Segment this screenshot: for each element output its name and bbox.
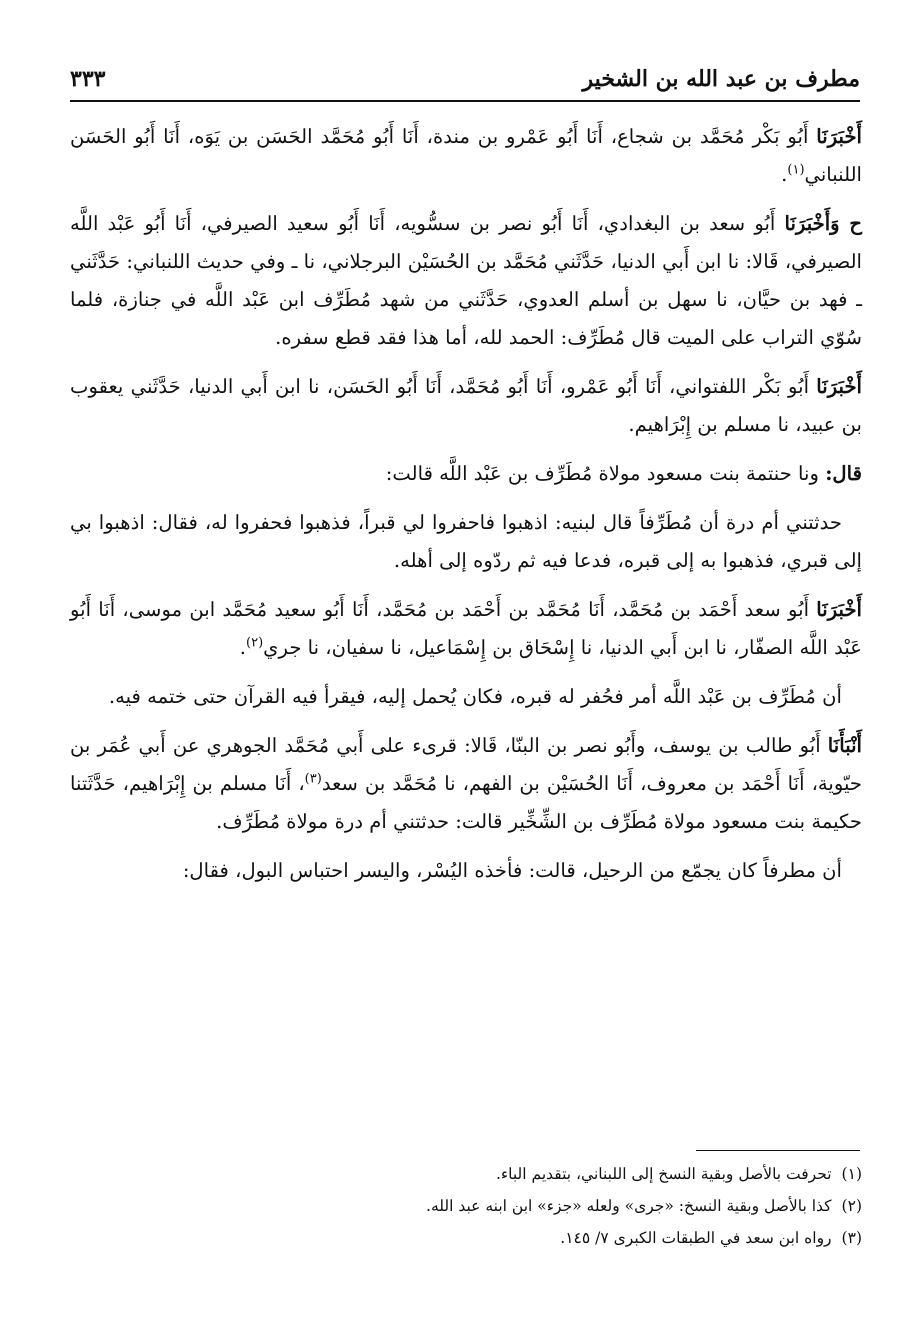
paragraph-tail: ، أَنَا مسلم بن إِبْرَاهيم، حَدَّثَتنا حكيمة بنت مسعود مولاة مُطَرِّف بن الشِّخِّير قالت: حدثتني أم درة مولاة مُطَرِّف.	[70, 772, 862, 833]
paragraph	[70, 205, 862, 357]
paragraph	[70, 118, 862, 194]
isnad-keyword: أَخْبَرَنَا	[816, 375, 862, 398]
paragraph-text: أن مطرفاً كان يجمّع من الرحيل، قالت: فأخذه اليُسْر، واليسر احتباس البول، فقال:	[182, 859, 842, 882]
paragraph	[70, 591, 862, 667]
paragraph-text: أَبُو بَكْر اللفتواني، أَنَا أَبُو عَمْرو، أَنَا أَبُو مُحَمَّد، أَنَا أَبُو الحَسَن، نا ابن أَبي الدنيا، حَدَّثَني يعقوب بن عبيد، نا مسلم بن إِبْرَاهيم.	[70, 375, 862, 436]
paragraph	[70, 852, 862, 890]
isnad-keyword: أَنْبَأَنَا	[827, 734, 862, 757]
paragraph-text: أن مُطَرِّف بن عَبْد اللَّه أمر فحُفر له قبره، فكان يُحمل إليه، فيقرأ فيه القرآن حتى ختمه فيه.	[108, 685, 842, 708]
footnote-text: رواه ابن سعد في الطبقات الكبرى ٧/ ١٤٥.	[560, 1229, 832, 1247]
footnote-ref: (٣)	[304, 771, 322, 787]
footnote-text: تحرفت بالأصل وبقية النسخ إلى اللبناني، بتقديم الباء.	[495, 1165, 832, 1183]
paragraph-text: أَبُو بَكْر مُحَمَّد بن شجاع، أَنَا أَبُو عَمْرو بن مندة، أَنَا أَبُو مُحَمَّد الحَسَن بن يَوَه، أَنَا أَبُو الحَسَن اللنباني	[70, 125, 862, 186]
paragraph-tail: .	[239, 636, 247, 659]
isnad-keyword: قال:	[825, 462, 862, 485]
footnote	[70, 1158, 862, 1190]
footnotes	[70, 1158, 862, 1254]
paragraph	[70, 678, 862, 716]
running-title: مطرف بن عبد الله بن الشخير	[582, 66, 860, 92]
paragraph-text: أَبُو سعد بن البغدادي، أَنَا أَبُو نصر بن سسُّويه، أَنَا أَبُو سعيد الصيرفي، أَنَا أَبُو عَبْد اللَّه الصيرفي، قَالا: نا ابن أَبي الدنيا، حَدَّثَني مُحَمَّد بن الحُسَيْن البرجلاني، نا ـ وفي حديث اللنباني: حَدَّثَني ـ فهد بن حيَّان، نا سهل بن أسلم العدوي، حَدَّثَني من شهد مُطَرِّف ابن عَبْد اللَّه في جنازة، فلما سُوّي التراب على الميت قال مُطَرِّف: الحمد لله، أما هذا فقد قطع سفره.	[70, 212, 862, 349]
isnad-keyword: أَخْبَرَنَا	[816, 125, 862, 148]
footnote-ref: (١)	[787, 162, 805, 178]
page-header	[70, 62, 860, 102]
paragraph-tail: .	[781, 163, 788, 186]
footnote-ref: (٢)	[246, 635, 264, 651]
page-number: ٣٣٣	[70, 66, 106, 92]
footnote-number: (١)	[841, 1165, 862, 1183]
paragraph	[70, 504, 862, 580]
footnote	[70, 1222, 862, 1254]
main-text	[70, 118, 862, 901]
paragraph	[70, 368, 862, 444]
paragraph-text: أَبُو طالب بن يوسف، وأَبُو نصر بن البنّا، قَالا: قرىء على أَبي مُحَمَّد الجوهري عن أَبي عُمَر بن حيّوية، أَنَا أَحْمَد بن معروف، أَنَا الحُسَيْن بن الفهم، نا مُحَمَّد بن سعد	[70, 734, 862, 795]
paragraph-text: ونا حنتمة بنت مسعود مولاة مُطَرِّف بن عَبْد اللَّه قالت:	[385, 462, 826, 485]
footnote-number: (٣)	[841, 1229, 862, 1247]
paragraph-text: أَبُو سعد أَحْمَد بن مُحَمَّد، أَنَا مُحَمَّد بن أَحْمَد بن مُحَمَّد، أَنَا أَبُو سعيد مُحَمَّد ابن موسى، أَنَا أَبُو عَبْد اللَّه الصفّار، نا ابن أَبي الدنيا، نا إِسْحَاق بن إِسْمَاعيل، نا سفيان، نا جري	[70, 598, 862, 659]
isnad-keyword: ح وَأَخْبَرَنَا	[784, 212, 862, 235]
footnote	[70, 1190, 862, 1222]
paragraph-text: حدثتني أم درة أن مُطَرِّفاً قال لبنيه: اذهبوا فاحفروا لي قبراً، فذهبوا فحفروا له، فقال: اذهبوا بي إلى قبري، فذهبوا به إلى قبره، فدعا فيه ثم ردّوه إلى أهله.	[70, 511, 862, 572]
footnote-separator	[696, 1150, 860, 1151]
isnad-keyword: أَخْبَرَنَا	[816, 598, 862, 621]
footnote-text: كذا بالأصل وبقية النسخ: «جرى» ولعله «جزء» ابن ابنه عبد الله.	[426, 1197, 832, 1215]
paragraph	[70, 727, 862, 841]
paragraph	[70, 455, 862, 493]
footnote-number: (٢)	[841, 1197, 862, 1215]
